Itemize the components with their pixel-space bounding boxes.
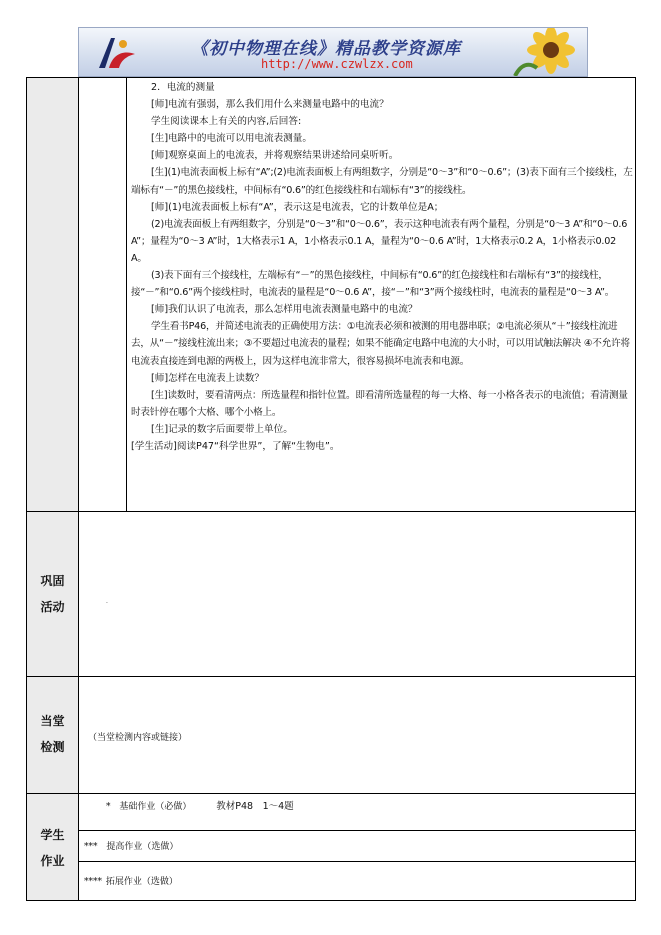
homework-label: 学生 作业 — [40, 828, 65, 868]
homework-basic-label: 基础作业（必做） — [119, 802, 192, 812]
homework-basic — [106, 798, 294, 812]
placeholder-dot: . — [106, 598, 108, 605]
content-paragraph: [生]记录的数字后面要带上单位。 — [151, 423, 293, 435]
label-cell-top — [27, 78, 78, 511]
check-note: （当堂检测内容或链接） — [88, 733, 188, 743]
homework-extend-label: 拓展作业（选做） — [105, 877, 178, 887]
consolidate-label: 巩固 活动 — [40, 574, 65, 614]
homework-improve-stars: *** — [84, 842, 98, 852]
content-paragraph: 学生看书P46，并简述电流表的正确使用方法：①电流表必须和被测的用电器串联；②电流必须从“＋”接线柱流进去，从“－”接线柱流出来；③不要超过电流表的量程；如果不能确定电路中电流的大小时，可以用试触法解决 ④不允许将电流表直接连到电源的两极上，因为这样电流非常大，很容易损坏电流表和电源。 — [131, 321, 630, 367]
content-paragraph: [师]电流有强弱，那么我们用什么来测量电路中的电流？ — [151, 99, 389, 111]
header-banner — [78, 27, 588, 77]
content-paragraph: (3)表下面有三个接线柱，左端标有“－”的黑色接线柱，中间标有“0.6”的红色接线柱和右端标有“3”的接线柱，接“－”和“0.6”两个接线柱时，电流表的量程是“0～0.6 A”，接“－”和“3”两个接线柱时，电流表的量程是“0～3 A”。 — [131, 270, 615, 299]
homework-extend-stars: **** — [84, 877, 102, 887]
content-paragraph: [师]怎样在电流表上读数？ — [151, 372, 265, 384]
site-logo-icon — [93, 32, 141, 72]
content-paragraph: [师]我们认识了电流表，那么怎样用电流表测量电路中的电流？ — [151, 304, 418, 316]
content-heading: 2．电流的测量 — [151, 82, 215, 93]
content-paragraph: 学生阅读课本上有关的内容,后回答: — [151, 116, 302, 128]
content-paragraph: [生](1)电流表面板上标有“A”;(2)电流表面板上有两组数字，分别是“0～3”和“0～0.6”；(3)表下面有三个接线柱，左端标有“－”的黑色接线柱，中间标有“0.6”的红色接线柱和右端标有“3”的接线柱。 — [131, 167, 633, 196]
homework-basic-task: 教材P48 1～4题 — [216, 801, 294, 812]
student-activity-line: [学生活动]阅读P47“科学世界”，了解“生物电”。 — [131, 440, 340, 452]
lesson-content — [131, 79, 634, 455]
homework-basic-stars: * — [106, 802, 111, 812]
sunflower-image — [513, 28, 583, 76]
content-paragraph: [生]电路中的电流可以用电流表测量。 — [151, 133, 312, 145]
content-paragraph: (2)电流表面板上有两组数字，分别是“0～3”和“0～0.6”，表示这种电流表有两个量程，分别是“0～3 A”和“0～0.6 A”；量程为“0～3 A”时，1大格表示1 A，1小格表示0.1 A，量程为“0～0.6 A”时，1大格表示0.2 A，1小格表示0.02 A。 — [131, 218, 628, 264]
banner-url: http://www.czwlzx.com — [261, 57, 413, 71]
content-paragraph: [生]读数时，要看清两点：所选量程和指针位置。即看清所选量程的每一大格、每一小格各表示的电流值；看清测量时表针停在哪个大格、哪个小格上。 — [131, 389, 628, 418]
content-paragraph: [师]观察桌面上的电流表，并将观察结果讲述给同桌听听。 — [151, 150, 399, 162]
homework-improve — [84, 839, 178, 852]
homework-improve-label: 提高作业（选做） — [106, 842, 179, 852]
content-paragraph: [师](1)电流表面板上标有“A”，表示这是电流表，它的计数单位是A； — [151, 201, 444, 213]
banner-title: 《初中物理在线》精品教学资源库 — [191, 39, 461, 59]
check-label: 当堂 检测 — [40, 714, 65, 754]
homework-extend — [84, 874, 178, 887]
